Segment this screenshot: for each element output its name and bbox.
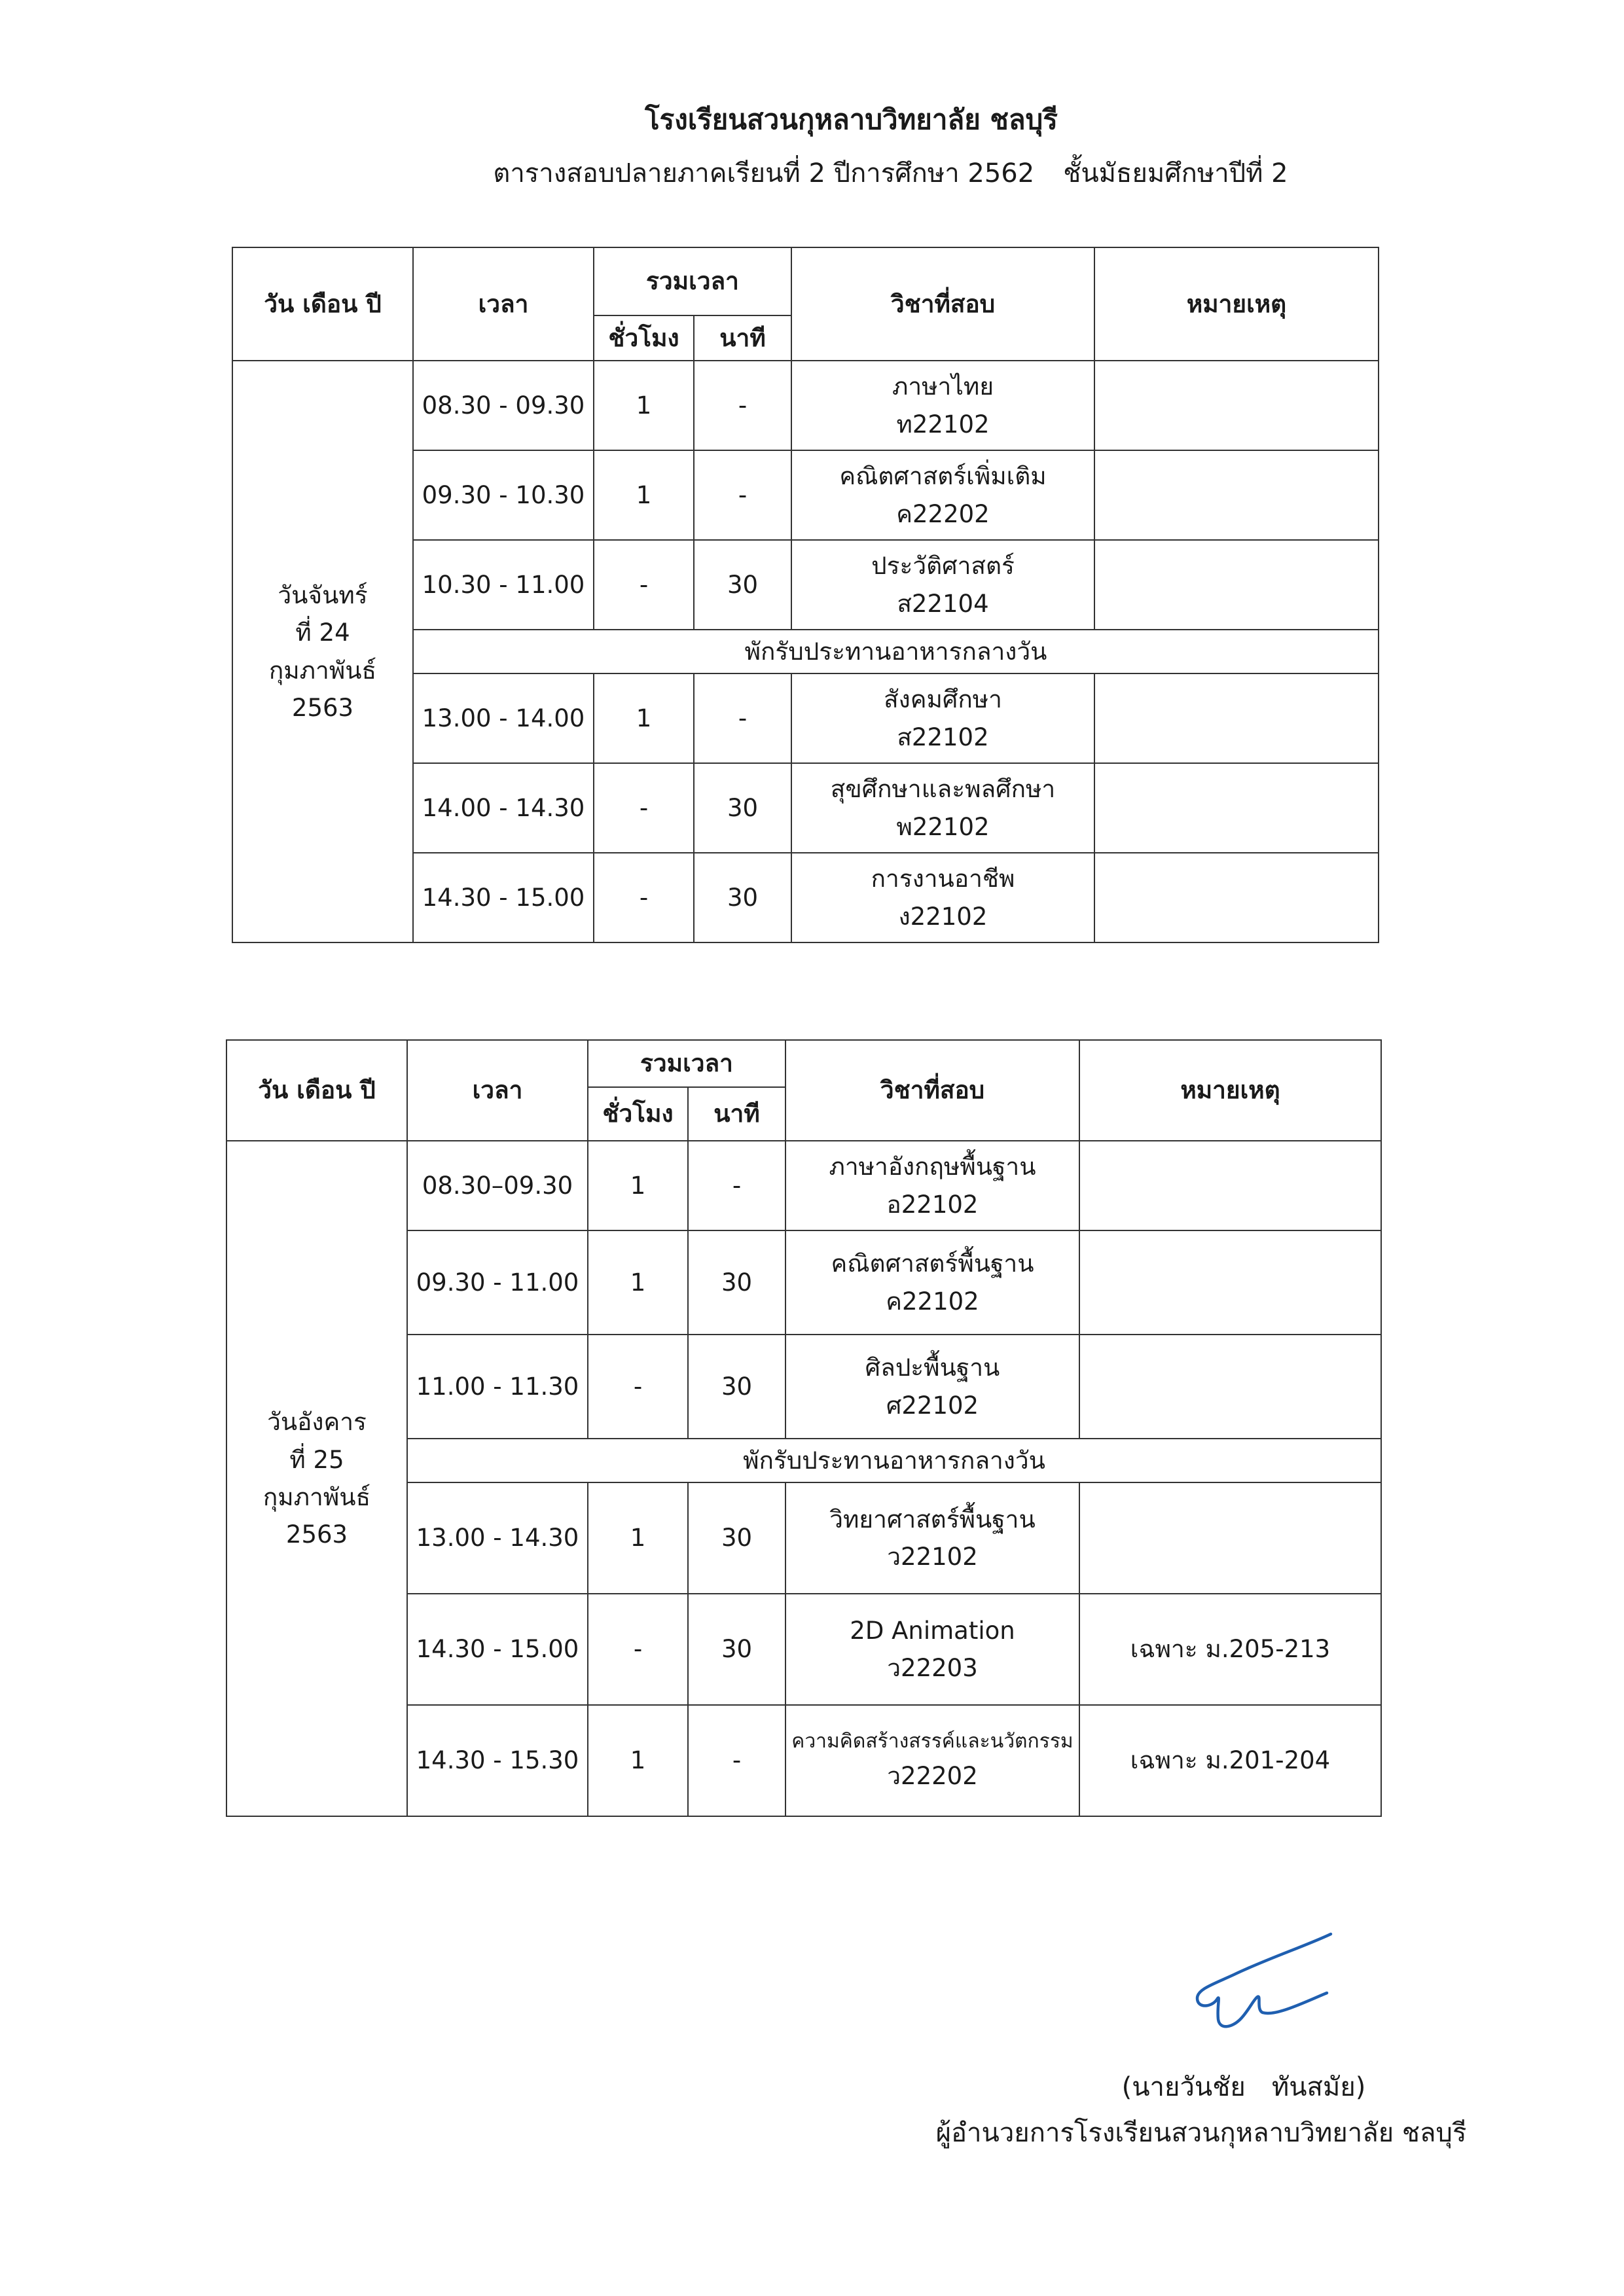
col-header-total: รวมเวลา — [588, 1040, 785, 1087]
lunch-break-label: พักรับประทานอาหารกลางวัน — [407, 1439, 1381, 1482]
exam-date-cell — [226, 1141, 407, 1816]
exam-date: ที่ 24 — [295, 619, 350, 647]
subject-cell — [785, 1482, 1079, 1594]
col-header-date: วัน เดือน ปี — [232, 247, 413, 361]
signer-name-first: (นายวันชัย — [1121, 2072, 1246, 2102]
remark-cell — [1094, 853, 1379, 942]
time-cell: 09.30 - 10.30 — [413, 450, 594, 540]
minutes-cell: - — [694, 450, 791, 540]
exam-month: กุมภาพันธ์ — [268, 656, 377, 685]
time-cell: 13.00 - 14.00 — [413, 673, 594, 763]
subject-cell — [791, 361, 1094, 450]
hours-cell: - — [588, 1594, 688, 1705]
remark-cell — [1079, 1482, 1381, 1594]
title-main: ตารางสอบปลายภาคเรียนที่ 2 ปีการศึกษา 2562 — [493, 158, 1035, 188]
subject-cell — [791, 853, 1094, 942]
subject-cell — [785, 1141, 1079, 1230]
signer-name — [1060, 2066, 1427, 2108]
subject-cell — [791, 540, 1094, 630]
subject-cell — [785, 1705, 1079, 1816]
minutes-cell: 30 — [694, 763, 791, 853]
remark-cell — [1094, 450, 1379, 540]
document-title — [79, 152, 1624, 194]
hours-cell: 1 — [594, 673, 694, 763]
col-header-minutes: นาที — [694, 315, 791, 361]
time-cell: 14.30 - 15.00 — [407, 1594, 588, 1705]
time-cell: 13.00 - 14.30 — [407, 1482, 588, 1594]
title-level: ชั้นมัธยมศึกษาปีที่ 2 — [1063, 158, 1288, 188]
hours-cell: - — [594, 763, 694, 853]
col-header-subject: วิชาที่สอบ — [791, 247, 1094, 361]
subject-cell — [791, 673, 1094, 763]
col-header-time: เวลา — [407, 1040, 588, 1141]
time-cell: 09.30 - 11.00 — [407, 1230, 588, 1335]
col-header-date: วัน เดือน ปี — [226, 1040, 407, 1141]
hours-cell: 1 — [588, 1482, 688, 1594]
remark-cell — [1094, 673, 1379, 763]
subject-cell — [791, 763, 1094, 853]
subject-name: ศิลปะพื้นฐาน — [865, 1354, 1000, 1382]
minutes-cell: - — [688, 1141, 785, 1230]
remark-cell — [1094, 361, 1379, 450]
signer-name-last: ทันสมัย) — [1271, 2072, 1366, 2102]
subject-name: ประวัติศาสตร์ — [871, 552, 1015, 581]
subject-code: ว22202 — [887, 1761, 978, 1790]
minutes-cell: 30 — [694, 853, 791, 942]
time-cell: 10.30 - 11.00 — [413, 540, 594, 630]
subject-code: ค22102 — [886, 1287, 979, 1316]
col-header-remark: หมายเหตุ — [1079, 1040, 1381, 1141]
time-cell: 11.00 - 11.30 — [407, 1335, 588, 1439]
minutes-cell: 30 — [694, 540, 791, 630]
subject-code: ว22203 — [887, 1654, 978, 1682]
col-header-remark: หมายเหตุ — [1094, 247, 1379, 361]
subject-name: ภาษาไทย — [892, 372, 994, 401]
hours-cell: 1 — [588, 1141, 688, 1230]
subject-code: พ22102 — [896, 812, 990, 841]
subject-code: ค22202 — [896, 499, 990, 528]
remark-cell — [1079, 1230, 1381, 1335]
col-header-time: เวลา — [413, 247, 594, 361]
minutes-cell: 30 — [688, 1482, 785, 1594]
signature-image — [1188, 1921, 1339, 2039]
table-row — [232, 361, 1379, 450]
subject-name: สังคมศึกษา — [884, 685, 1002, 714]
col-header-subject: วิชาที่สอบ — [785, 1040, 1079, 1141]
exam-date-cell — [232, 361, 413, 942]
time-cell: 14.30 - 15.00 — [413, 853, 594, 942]
hours-cell: - — [588, 1335, 688, 1439]
subject-code: อ22102 — [886, 1190, 979, 1219]
exam-month: กุมภาพันธ์ — [262, 1483, 371, 1511]
subject-name: สุขศึกษาและพลศึกษา — [830, 775, 1056, 804]
hours-cell: - — [594, 853, 694, 942]
subject-code: ว22102 — [887, 1543, 978, 1571]
subject-name: 2D Animation — [850, 1616, 1015, 1645]
remark-cell — [1094, 763, 1379, 853]
exam-date: ที่ 25 — [289, 1445, 344, 1474]
exam-day: วันจันทร์ — [278, 581, 368, 609]
subject-code: ส22104 — [897, 589, 989, 618]
subject-code: ง22102 — [898, 902, 988, 931]
subject-name: คณิตศาสตร์เพิ่มเติม — [839, 462, 1047, 491]
remark-cell: เฉพาะ ม.201-204 — [1079, 1705, 1381, 1816]
col-header-hours: ชั่วโมง — [594, 315, 694, 361]
subject-name: การงานอาชีพ — [871, 865, 1015, 893]
signer-position: ผู้อำนวยการโรงเรียนสวนกุหลาบวิทยาลัย ชลบุรี — [935, 2118, 1467, 2148]
exam-table-day1 — [232, 247, 1379, 943]
subject-code: ศ22102 — [886, 1391, 979, 1420]
hours-cell: 1 — [588, 1230, 688, 1335]
subject-cell — [785, 1335, 1079, 1439]
remark-cell: เฉพาะ ม.205-213 — [1079, 1594, 1381, 1705]
subject-name: ภาษาอังกฤษพื้นฐาน — [829, 1153, 1036, 1181]
col-header-total: รวมเวลา — [594, 247, 791, 315]
subject-code: ส22102 — [897, 723, 989, 751]
exam-year: 2563 — [285, 1520, 348, 1549]
time-cell: 08.30 - 09.30 — [413, 361, 594, 450]
time-cell: 08.30–09.30 — [407, 1141, 588, 1230]
subject-cell — [785, 1594, 1079, 1705]
subject-cell — [791, 450, 1094, 540]
minutes-cell: - — [694, 673, 791, 763]
table-row — [226, 1141, 1381, 1230]
hours-cell: - — [594, 540, 694, 630]
school-name: โรงเรียนสวนกุหลาบวิทยาลัย ชลบุรี — [645, 103, 1058, 135]
col-header-hours: ชั่วโมง — [588, 1087, 688, 1141]
minutes-cell: 30 — [688, 1335, 785, 1439]
minutes-cell: - — [688, 1705, 785, 1816]
signature-stroke — [1197, 1934, 1331, 2026]
subject-name: ความคิดสร้างสรรค์และนวัตกรรม — [791, 1730, 1074, 1753]
exam-day: วันอังคาร — [267, 1408, 367, 1437]
hours-cell: 1 — [594, 450, 694, 540]
minutes-cell: - — [694, 361, 791, 450]
minutes-cell: 30 — [688, 1594, 785, 1705]
lunch-break-label: พักรับประทานอาหารกลางวัน — [413, 630, 1379, 673]
time-cell: 14.00 - 14.30 — [413, 763, 594, 853]
subject-name: คณิตศาสตร์พื้นฐาน — [831, 1249, 1034, 1278]
time-cell: 14.30 - 15.30 — [407, 1705, 588, 1816]
minutes-cell: 30 — [688, 1230, 785, 1335]
remark-cell — [1079, 1141, 1381, 1230]
subject-name: วิทยาศาสตร์พื้นฐาน — [829, 1505, 1036, 1534]
subject-code: ท22102 — [896, 410, 990, 439]
hours-cell: 1 — [594, 361, 694, 450]
remark-cell — [1094, 540, 1379, 630]
exam-year: 2563 — [291, 693, 354, 722]
subject-cell — [785, 1230, 1079, 1335]
exam-table-day2 — [226, 1039, 1382, 1817]
hours-cell: 1 — [588, 1705, 688, 1816]
remark-cell — [1079, 1335, 1381, 1439]
col-header-minutes: นาที — [688, 1087, 785, 1141]
